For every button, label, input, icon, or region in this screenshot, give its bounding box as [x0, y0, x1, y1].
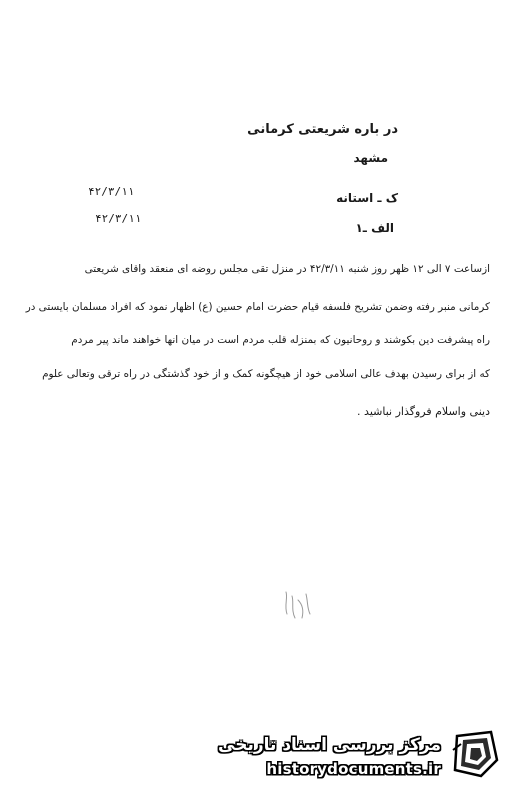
- body-line-3: راه پیشرفت دین بکوشند و روحانیون که بمنزله قلب مردم است در میان انها خواهند ماند پیر مردم: [71, 334, 490, 346]
- handwritten-signature: [278, 588, 318, 626]
- document-date-1: ۴۲/۳/۱۱: [88, 185, 135, 198]
- body-line-1: ازساعت ۷ الی ۱۲ ظهر روز شنبه ۴۲/۳/۱۱ در منزل تقی مجلس روضه ای منعقد واقای شریعتی: [84, 263, 490, 275]
- body-line-4: که از برای رسیدن بهدف عالی اسلامی خود از هیچگونه کمک و از خود گذشتگی در راه ترقی وتعالی علوم: [42, 368, 490, 380]
- document-reference-sub: الف ـ۱: [355, 221, 394, 235]
- watermark-url: historydocuments.ir: [266, 760, 441, 778]
- body-line-5: دینی واسلام فروگذار نباشید .: [357, 405, 490, 418]
- document-reference-code: ک ـ استانه: [336, 191, 398, 205]
- document-date-2: ۴۲/۳/۱۱: [95, 212, 142, 225]
- document-city: مشهد: [353, 151, 388, 165]
- body-line-2: کرمانی منبر رفته وضمن تشریح فلسفه قیام حضرت امام حسین (ع) اظهار نمود که افراد مسلمان بایستی در: [25, 301, 490, 313]
- watermark-title: مرکز بررسی اسناد تاریخی: [218, 735, 441, 755]
- archive-logo-icon: [451, 730, 503, 780]
- archive-watermark: [218, 722, 515, 784]
- document-subject: در باره شریعتی کرمانی: [247, 122, 398, 137]
